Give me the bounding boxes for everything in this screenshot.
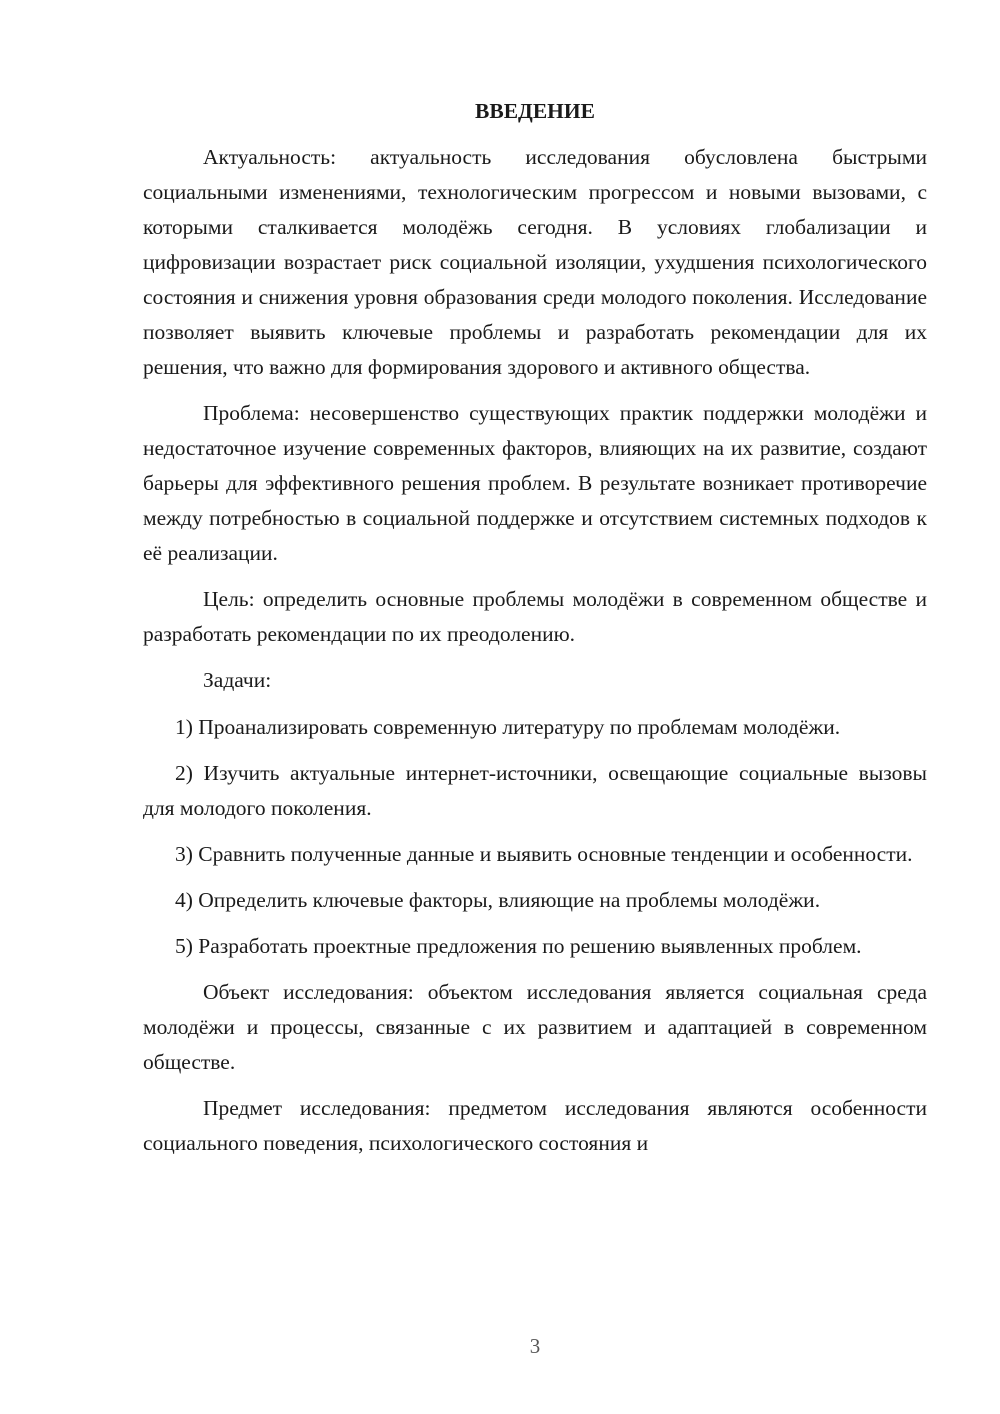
paragraph-subject: Предмет исследования: предметом исследования являются особенности социального поведения, психологического состояния и — [143, 1096, 927, 1155]
page-number: 3 — [529, 1334, 541, 1358]
task-item-4: 4) Определить ключевые факторы, влияющие на проблемы молодёжи. — [175, 888, 821, 912]
task-item-3: 3) Сравнить полученные данные и выявить основные тенденции и особенности. — [175, 842, 913, 866]
task-item-1: 1) Проанализировать современную литературу по проблемам молодёжи. — [175, 715, 841, 739]
paragraph-goal: Цель: определить основные проблемы молодёжи в современном обществе и разработать рекомендации по их преодолению. — [143, 587, 927, 646]
paragraph-object: Объект исследования: объектом исследования является социальная среда молодёжи и процессы, связанные с их развитием и адаптацией в современном обществе. — [143, 980, 927, 1074]
tasks-heading: Задачи: — [203, 668, 272, 692]
task-item-2: 2) Изучить актуальные интернет-источники, освещающие социальные вызовы для молодого поколения. — [143, 761, 927, 820]
paragraph-problem: Проблема: несовершенство существующих практик поддержки молодёжи и недостаточное изучение современных факторов, влияющих на их развитие, создают барьеры для эффективного решения проблем. В результате возникает противоречие между потребностью в социальной поддержке и отсутствием системных подходов к её реализации. — [143, 401, 927, 565]
task-item-5: 5) Разработать проектные предложения по решению выявленных проблем. — [175, 934, 862, 958]
paragraph-relevance: Актуальность: актуальность исследования обусловлена быстрыми социальными изменениями, технологическим прогрессом и новыми вызовами, с которыми сталкивается молодёжь сегодня. В условиях глобализации и цифровизации возрастает риск социальной изоляции, ухудшения психологического состояния и снижения уровня образования среди молодого поколения. Исследование позволяет выявить ключевые проблемы и разработать рекомендации для их решения, что важно для формирования здорового и активного общества. — [143, 145, 927, 379]
document-page — [143, 96, 927, 1172]
document-title: ВВЕДЕНИЕ — [475, 99, 595, 123]
